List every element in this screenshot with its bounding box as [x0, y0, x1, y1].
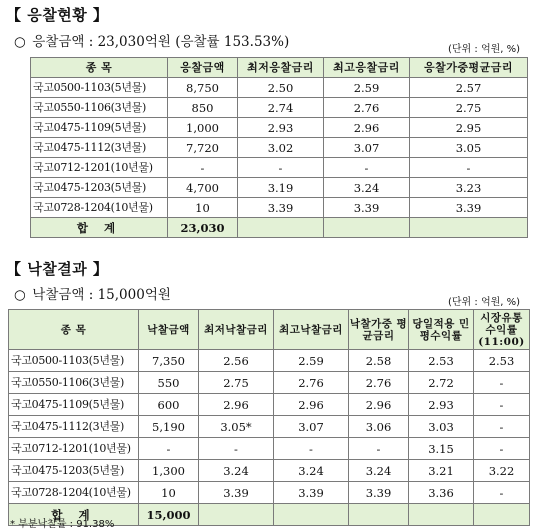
bullet-icon: ○ — [14, 34, 26, 50]
total-label: 합 계 — [9, 504, 139, 526]
value-cell: 3.22 — [474, 460, 530, 482]
bid-status-table — [30, 57, 528, 238]
bond-name-cell: 국고0728-1204(10년물) — [31, 198, 168, 218]
award-amount-text: 낙찰금액 : 15,000억원 — [32, 287, 171, 303]
value-cell: 3.39 — [238, 198, 324, 218]
value-cell: 3.23 — [410, 178, 528, 198]
bond-name-cell: 국고0475-1203(5년물) — [31, 178, 168, 198]
value-cell: 3.39 — [324, 198, 410, 218]
bond-name-cell: 국고0475-1112(3년물) — [9, 416, 139, 438]
value-cell: 2.59 — [324, 78, 410, 98]
value-cell: 2.95 — [410, 118, 528, 138]
section2-title: 【 낙찰결과 】 — [6, 260, 109, 278]
value-cell: 10 — [139, 482, 199, 504]
value-cell: 2.74 — [238, 98, 324, 118]
bond-name-cell: 국고0550-1106(3년물) — [9, 372, 139, 394]
column-header: 최고응찰금리 — [324, 58, 410, 78]
table-body — [31, 78, 528, 218]
value-cell: 2.53 — [409, 350, 474, 372]
value-cell: - — [139, 438, 199, 460]
value-cell: - — [474, 482, 530, 504]
column-header: 낙찰금액 — [139, 310, 199, 350]
table-header-row — [31, 58, 528, 78]
value-cell: 3.39 — [199, 482, 274, 504]
value-cell: 4,700 — [168, 178, 238, 198]
value-cell: - — [274, 438, 349, 460]
section2-award-amount — [14, 283, 171, 303]
bond-name-cell: 국고0475-1109(5년물) — [31, 118, 168, 138]
bond-name-cell: 국고0712-1201(10년물) — [31, 158, 168, 178]
bond-name-cell: 국고0475-1109(5년물) — [9, 394, 139, 416]
value-cell: 2.96 — [349, 394, 409, 416]
award-result-table — [8, 309, 530, 526]
total-empty-cell — [238, 218, 324, 238]
table-row — [31, 78, 528, 98]
bond-name-cell: 국고0500-1103(5년물) — [9, 350, 139, 372]
partial-award-footnote: * 부분낙찰률 : 91.38% — [10, 519, 115, 530]
column-header: 낙찰가중 평균금리 — [349, 310, 409, 350]
value-cell: - — [324, 158, 410, 178]
value-cell: 600 — [139, 394, 199, 416]
total-empty-cell — [199, 504, 274, 526]
bond-name-cell: 국고0712-1201(10년물) — [9, 438, 139, 460]
table-row — [31, 158, 528, 178]
column-header: 시장유통 수익률 (11:00) — [474, 310, 530, 350]
value-cell: 3.39 — [274, 482, 349, 504]
value-cell: 2.96 — [324, 118, 410, 138]
section1-bid-amount — [14, 30, 289, 50]
value-cell: 3.24 — [324, 178, 410, 198]
value-cell: 8,750 — [168, 78, 238, 98]
column-header: 종 목 — [31, 58, 168, 78]
value-cell: 2.96 — [199, 394, 274, 416]
value-cell: - — [238, 158, 324, 178]
table-header-row — [9, 310, 530, 350]
value-cell: 5,190 — [139, 416, 199, 438]
bond-name-cell: 국고0728-1204(10년물) — [9, 482, 139, 504]
total-empty-cell — [274, 504, 349, 526]
total-empty-cell — [410, 218, 528, 238]
value-cell: - — [168, 158, 238, 178]
total-label: 합 계 — [31, 218, 168, 238]
table-row — [9, 416, 530, 438]
table-row — [31, 138, 528, 158]
value-cell: - — [474, 372, 530, 394]
value-cell: 2.56 — [199, 350, 274, 372]
table-row — [31, 98, 528, 118]
value-cell: 2.93 — [238, 118, 324, 138]
value-cell: - — [349, 438, 409, 460]
total-empty-cell — [324, 218, 410, 238]
column-header: 응찰금액 — [168, 58, 238, 78]
value-cell: 1,000 — [168, 118, 238, 138]
value-cell: 2.93 — [409, 394, 474, 416]
total-empty-cell — [474, 504, 530, 526]
table-row — [31, 118, 528, 138]
value-cell: 2.75 — [199, 372, 274, 394]
bond-name-cell: 국고0475-1203(5년물) — [9, 460, 139, 482]
value-cell: 2.75 — [410, 98, 528, 118]
table-row — [9, 460, 530, 482]
bond-name-cell: 국고0550-1106(3년물) — [31, 98, 168, 118]
section1-title: 【 응찰현황 】 — [6, 6, 109, 24]
bond-name-cell: 국고0475-1112(3년물) — [31, 138, 168, 158]
value-cell: 3.03 — [409, 416, 474, 438]
value-cell: 7,720 — [168, 138, 238, 158]
value-cell: - — [199, 438, 274, 460]
bond-name-cell: 국고0500-1103(5년물) — [31, 78, 168, 98]
value-cell: 3.24 — [349, 460, 409, 482]
value-cell: 3.21 — [409, 460, 474, 482]
column-header: 종 목 — [9, 310, 139, 350]
bullet-icon: ○ — [14, 287, 26, 303]
total-empty-cell — [349, 504, 409, 526]
column-header: 당일적용 민평수익률 — [409, 310, 474, 350]
value-cell: 1,300 — [139, 460, 199, 482]
value-cell: 7,350 — [139, 350, 199, 372]
value-cell: 2.50 — [238, 78, 324, 98]
value-cell: 550 — [139, 372, 199, 394]
value-cell: 2.53 — [474, 350, 530, 372]
table-row — [9, 482, 530, 504]
column-header: 응찰가중평균금리 — [410, 58, 528, 78]
value-cell: 2.57 — [410, 78, 528, 98]
table-row — [9, 350, 530, 372]
value-cell: 3.24 — [199, 460, 274, 482]
total-empty-cell — [409, 504, 474, 526]
value-cell: 3.39 — [410, 198, 528, 218]
value-cell: 2.76 — [324, 98, 410, 118]
value-cell: - — [474, 394, 530, 416]
value-cell: 3.36 — [409, 482, 474, 504]
value-cell: 3.19 — [238, 178, 324, 198]
value-cell: - — [474, 416, 530, 438]
value-cell: 3.24 — [274, 460, 349, 482]
table-row — [31, 178, 528, 198]
value-cell: - — [474, 438, 530, 460]
column-header: 최고낙찰금리 — [274, 310, 349, 350]
table-row — [9, 372, 530, 394]
total-row — [31, 218, 528, 238]
column-header: 최저응찰금리 — [238, 58, 324, 78]
value-cell: 3.02 — [238, 138, 324, 158]
table-body — [9, 350, 530, 504]
total-value: 15,000 — [139, 504, 199, 526]
value-cell: 10 — [168, 198, 238, 218]
table-row — [9, 438, 530, 460]
bid-amount-text: 응찰금액 : 23,030억원 (응찰률 153.53%) — [32, 34, 290, 50]
value-cell: 2.76 — [349, 372, 409, 394]
table-row — [9, 394, 530, 416]
value-cell: 2.59 — [274, 350, 349, 372]
value-cell: 3.05 — [410, 138, 528, 158]
value-cell: 2.72 — [409, 372, 474, 394]
value-cell: 3.05* — [199, 416, 274, 438]
value-cell: 2.58 — [349, 350, 409, 372]
column-header: 최저낙찰금리 — [199, 310, 274, 350]
value-cell: 3.39 — [349, 482, 409, 504]
value-cell: - — [410, 158, 528, 178]
table-row — [31, 198, 528, 218]
value-cell: 3.15 — [409, 438, 474, 460]
value-cell: 2.96 — [274, 394, 349, 416]
value-cell: 850 — [168, 98, 238, 118]
section1-unit: (단위 : 억원, %) — [448, 44, 521, 55]
value-cell: 3.07 — [274, 416, 349, 438]
total-value: 23,030 — [168, 218, 238, 238]
value-cell: 3.07 — [324, 138, 410, 158]
value-cell: 2.76 — [274, 372, 349, 394]
value-cell: 3.06 — [349, 416, 409, 438]
section2-unit: (단위 : 억원, %) — [448, 297, 521, 308]
